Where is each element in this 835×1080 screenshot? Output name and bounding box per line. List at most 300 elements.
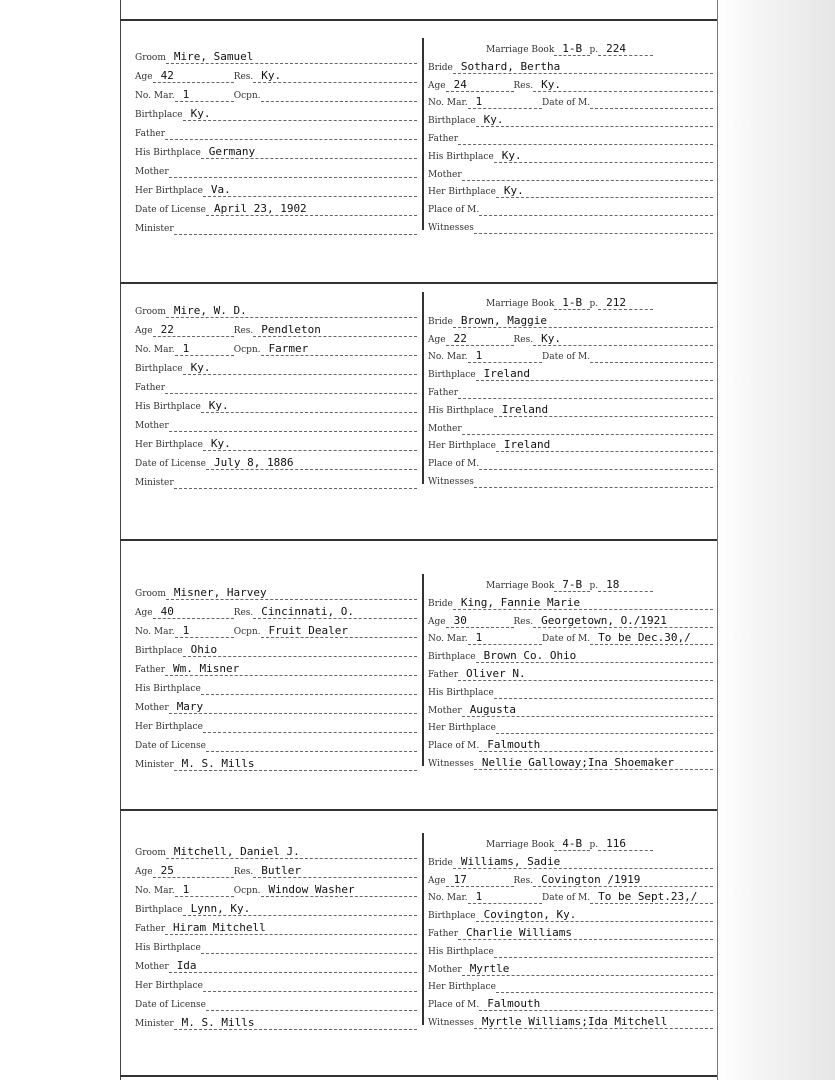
father-value: Hiram Mitchell [165, 921, 417, 935]
place-of-m-label: Place of M. [428, 205, 480, 216]
his-birthplace-field [428, 944, 713, 958]
res-value: Butler [253, 864, 417, 878]
mother-field [135, 700, 417, 714]
birthplace-label: Birthplace [135, 364, 183, 374]
page-label: p. [589, 299, 599, 309]
no-mar-value: 1 [175, 883, 234, 897]
date-of-license-label: Date of License [135, 205, 206, 215]
page-field [590, 837, 653, 851]
age-field [135, 605, 234, 619]
field-row [135, 160, 417, 178]
marriage-book-value: 7-B [554, 578, 589, 592]
mother-label: Mother [135, 703, 169, 713]
res-field [234, 864, 417, 878]
res-field [234, 323, 417, 337]
field-row [135, 601, 417, 619]
scanner-margin [717, 0, 835, 1080]
date-of-license-field [135, 738, 417, 752]
groom-label: Groom [135, 848, 166, 858]
his-birthplace-label: His Birthplace [428, 946, 494, 957]
his-birthplace-field [135, 399, 417, 413]
field-row [428, 345, 713, 363]
date-of-license-value: July 8, 1886 [206, 456, 417, 470]
field-row [428, 74, 713, 92]
father-field [135, 380, 417, 394]
marriage-book-field [486, 578, 590, 592]
age-label: Age [428, 616, 446, 627]
father-label: Father [428, 388, 459, 398]
witnesses-label: Witnesses [428, 223, 474, 233]
bride-value: Williams, Sadie [453, 855, 713, 869]
marriage-book-label: Marriage Book [486, 45, 555, 55]
witnesses-label: Witnesses [428, 759, 474, 769]
bride-label: Bride [428, 598, 453, 609]
field-row [135, 841, 417, 859]
no-mar-label: No. Mar. [428, 352, 468, 363]
field-row [135, 658, 417, 676]
his-birthplace-value: Ky. [494, 149, 713, 163]
her-birthplace-value: Ireland [496, 438, 713, 452]
father-value: Charlie Williams [458, 926, 713, 940]
res-label: Res. [233, 608, 254, 618]
no-mar-field [135, 883, 234, 897]
mother-field [428, 167, 713, 181]
birthplace-field [135, 902, 417, 916]
ocpn-label: Ocpn. [233, 886, 261, 896]
field-row [135, 753, 417, 771]
his-birthplace-field [428, 149, 713, 163]
minister-label: Minister [135, 224, 174, 234]
age-field [135, 323, 234, 337]
birthplace-label: Birthplace [428, 116, 476, 127]
date-of-m-label: Date of M. [542, 893, 591, 904]
column-divider [422, 292, 424, 484]
age-label: Age [135, 326, 153, 336]
mother-label: Mother [428, 705, 462, 716]
age-field [428, 78, 514, 92]
age-value: 22 [446, 332, 514, 346]
bride-label: Bride [428, 316, 453, 327]
field-row [486, 292, 653, 310]
mother-label: Mother [135, 421, 169, 431]
his-birthplace-label: His Birthplace [135, 402, 201, 412]
field-row [135, 734, 417, 752]
birthplace-field [428, 649, 713, 663]
res-label: Res. [513, 80, 534, 91]
witnesses-field [428, 474, 713, 488]
no-mar-label: No. Mar. [135, 91, 175, 101]
marriage-book-value: 1-B [554, 296, 589, 310]
field-row [135, 677, 417, 695]
field-row [428, 752, 713, 770]
father-value [458, 385, 713, 399]
his-birthplace-label: His Birthplace [428, 687, 494, 698]
no-mar-label: No. Mar. [428, 893, 468, 904]
card-separator [120, 19, 717, 21]
no-mar-value: 1 [175, 342, 234, 356]
place-of-m-field [428, 456, 713, 470]
field-row [135, 46, 417, 64]
groom-value: Mitchell, Daniel J. [166, 845, 417, 859]
field-row [428, 627, 713, 645]
father-field [428, 131, 713, 145]
field-row [135, 639, 417, 657]
birthplace-field [428, 113, 713, 127]
no-mar-field [135, 342, 234, 356]
mother-field [428, 703, 713, 717]
page-label: p. [589, 45, 599, 55]
his-birthplace-label: His Birthplace [135, 148, 201, 158]
place-of-m-label: Place of M. [428, 1000, 480, 1011]
field-row [428, 56, 713, 74]
witnesses-value [474, 220, 713, 234]
page-label: p. [589, 840, 599, 850]
ocpn-label: Ocpn. [233, 627, 261, 637]
field-row [135, 319, 417, 337]
field-row [428, 1011, 713, 1029]
father-field [428, 385, 713, 399]
groom-label: Groom [135, 53, 166, 63]
her-birthplace-field [428, 438, 713, 452]
res-field [514, 614, 714, 628]
mother-value: Augusta [462, 703, 713, 717]
his-birthplace-field [135, 145, 417, 159]
field-row [135, 993, 417, 1011]
witnesses-field [428, 1015, 713, 1029]
field-row [135, 860, 417, 878]
father-value [165, 380, 417, 394]
ocpn-value [261, 88, 417, 102]
date-of-license-label: Date of License [135, 1000, 206, 1010]
birthplace-value: Covington, Ky. [476, 908, 713, 922]
birthplace-value: Ky. [183, 107, 417, 121]
father-field [135, 126, 417, 140]
no-mar-value: 1 [468, 349, 542, 363]
minister-label: Minister [135, 478, 174, 488]
minister-value [174, 475, 417, 489]
res-field [514, 78, 714, 92]
field-row [486, 574, 653, 592]
res-label: Res. [513, 334, 534, 345]
date-of-m-value [590, 95, 713, 109]
place-of-m-field [428, 738, 713, 752]
her-birthplace-value [203, 978, 417, 992]
field-row [135, 917, 417, 935]
mother-field [135, 164, 417, 178]
field-row [428, 328, 713, 346]
birthplace-field [428, 908, 713, 922]
mother-value [462, 167, 713, 181]
groom-label: Groom [135, 307, 166, 317]
witnesses-value [474, 474, 713, 488]
birthplace-value: Lynn, Ky. [183, 902, 417, 916]
res-label: Res. [513, 875, 534, 886]
date-of-m-value [590, 349, 713, 363]
date-of-m-value: To be Sept.23,/ [590, 890, 713, 904]
birthplace-field [135, 107, 417, 121]
groom-field [135, 586, 417, 600]
field-row [428, 904, 713, 922]
witnesses-value: Nellie Galloway;Ina Shoemaker [474, 756, 713, 770]
field-row [135, 1012, 417, 1030]
age-field [428, 332, 514, 346]
birthplace-value: Ireland [476, 367, 713, 381]
field-row [428, 958, 713, 976]
father-value [165, 126, 417, 140]
no-mar-label: No. Mar. [135, 886, 175, 896]
date-of-m-field [542, 631, 713, 645]
field-row [135, 955, 417, 973]
father-label: Father [135, 383, 166, 393]
field-row [428, 399, 713, 417]
place-of-m-value [479, 202, 713, 216]
her-birthplace-value: Ky. [496, 184, 713, 198]
card-separator [120, 1075, 717, 1077]
mother-label: Mother [428, 423, 462, 434]
field-row [486, 38, 653, 56]
minister-label: Minister [135, 760, 174, 770]
field-row [428, 645, 713, 663]
page-field [590, 296, 653, 310]
groom-field [135, 50, 417, 64]
minister-field [135, 475, 417, 489]
field-row [135, 974, 417, 992]
field-row [428, 163, 713, 181]
witnesses-field [428, 756, 713, 770]
mother-value: Mary [169, 700, 417, 714]
field-row [135, 376, 417, 394]
mother-label: Mother [135, 167, 169, 177]
place-of-m-value: Falmouth [479, 997, 713, 1011]
date-of-m-field [542, 95, 713, 109]
marriage-book-value: 1-B [554, 42, 589, 56]
res-value: Covington /1919 [533, 873, 713, 887]
field-row [135, 620, 417, 638]
her-birthplace-label: Her Birthplace [135, 440, 203, 450]
date-of-license-field [135, 456, 417, 470]
field-row [135, 198, 417, 216]
bride-value: Sothard, Bertha [453, 60, 713, 74]
res-value: Ky. [533, 78, 713, 92]
ocpn-field [234, 342, 417, 356]
age-field [135, 864, 234, 878]
father-field [428, 926, 713, 940]
groom-field [135, 845, 417, 859]
her-birthplace-label: Her Birthplace [135, 981, 203, 991]
father-value: Wm. Misner [165, 662, 417, 676]
age-value: 40 [153, 605, 234, 619]
age-field [135, 69, 234, 83]
mother-label: Mother [428, 169, 462, 180]
his-birthplace-value [494, 944, 713, 958]
age-label: Age [135, 608, 153, 618]
ocpn-label: Ocpn. [233, 345, 261, 355]
page-field [590, 578, 653, 592]
date-of-m-label: Date of M. [542, 352, 591, 363]
bride-field [428, 855, 713, 869]
res-label: Res. [233, 867, 254, 877]
age-value: 42 [153, 69, 234, 83]
her-birthplace-label: Her Birthplace [428, 441, 496, 452]
marriage-book-label: Marriage Book [486, 581, 555, 591]
res-label: Res. [513, 616, 534, 627]
her-birthplace-field [135, 719, 417, 733]
mother-field [428, 962, 713, 976]
minister-field [135, 1016, 417, 1030]
field-row [135, 696, 417, 714]
field-row [428, 869, 713, 887]
date-of-license-label: Date of License [135, 741, 206, 751]
field-row [428, 940, 713, 958]
marriage-book-label: Marriage Book [486, 840, 555, 850]
bride-label: Bride [428, 62, 453, 73]
field-row [135, 898, 417, 916]
no-mar-field [428, 349, 542, 363]
field-row [428, 922, 713, 940]
age-value: 25 [153, 864, 234, 878]
age-label: Age [428, 875, 446, 886]
date-of-license-value: April 23, 1902 [206, 202, 417, 216]
no-mar-label: No. Mar. [428, 98, 468, 109]
birthplace-value: Ohio [183, 643, 417, 657]
age-value: 17 [446, 873, 514, 887]
res-label: Res. [233, 72, 254, 82]
father-field [428, 667, 713, 681]
mother-value [169, 164, 417, 178]
res-value: Ky. [253, 69, 417, 83]
mother-field [428, 421, 713, 435]
date-of-license-value [206, 738, 417, 752]
date-of-m-value: To be Dec.30,/ [590, 631, 713, 645]
date-of-m-label: Date of M. [542, 634, 591, 645]
his-birthplace-value: Ky. [201, 399, 417, 413]
her-birthplace-field [428, 979, 713, 993]
father-value [458, 131, 713, 145]
field-row [428, 851, 713, 869]
her-birthplace-value [496, 979, 713, 993]
birthplace-label: Birthplace [428, 370, 476, 381]
date-of-license-field [135, 202, 417, 216]
her-birthplace-field [428, 184, 713, 198]
field-row [428, 91, 713, 109]
her-birthplace-field [135, 437, 417, 451]
his-birthplace-field [135, 940, 417, 954]
mother-field [135, 418, 417, 432]
no-mar-value: 1 [468, 890, 542, 904]
date-of-m-field [542, 890, 713, 904]
field-row [428, 592, 713, 610]
field-row [135, 84, 417, 102]
field-row [135, 452, 417, 470]
marriage-book-value: 4-B [554, 837, 589, 851]
page-value: 212 [598, 296, 653, 310]
field-row [135, 65, 417, 83]
no-mar-field [135, 624, 234, 638]
res-field [514, 873, 714, 887]
her-birthplace-value [203, 719, 417, 733]
field-row [428, 198, 713, 216]
groom-value: Mire, W. D. [166, 304, 417, 318]
field-row [135, 179, 417, 197]
his-birthplace-value [201, 681, 417, 695]
father-label: Father [428, 134, 459, 144]
no-mar-field [428, 95, 542, 109]
field-row [428, 663, 713, 681]
birthplace-value: Ky. [476, 113, 713, 127]
groom-field [135, 304, 417, 318]
marriage-book-field [486, 42, 590, 56]
field-row [428, 681, 713, 699]
field-row [135, 338, 417, 356]
minister-field [135, 757, 417, 771]
father-value: Oliver N. [458, 667, 713, 681]
age-value: 22 [153, 323, 234, 337]
her-birthplace-field [135, 978, 417, 992]
place-of-m-value [479, 456, 713, 470]
field-row [428, 417, 713, 435]
mother-value [462, 421, 713, 435]
groom-value: Misner, Harvey [166, 586, 417, 600]
field-row [428, 381, 713, 399]
field-row [428, 452, 713, 470]
birthplace-label: Birthplace [135, 905, 183, 915]
field-row [428, 886, 713, 904]
field-row [135, 433, 417, 451]
no-mar-label: No. Mar. [135, 345, 175, 355]
date-of-license-field [135, 997, 417, 1011]
field-row [135, 300, 417, 318]
field-row [428, 310, 713, 328]
res-value: Cincinnati, O. [253, 605, 417, 619]
his-birthplace-value [201, 940, 417, 954]
place-of-m-label: Place of M. [428, 459, 480, 470]
ocpn-value: Fruit Dealer [261, 624, 417, 638]
her-birthplace-label: Her Birthplace [428, 723, 496, 734]
birthplace-label: Birthplace [428, 652, 476, 663]
father-label: Father [135, 924, 166, 934]
bride-field [428, 314, 713, 328]
res-label: Res. [233, 326, 254, 336]
no-mar-value: 1 [175, 88, 234, 102]
groom-label: Groom [135, 589, 166, 599]
his-birthplace-value: Ireland [494, 403, 713, 417]
her-birthplace-label: Her Birthplace [428, 982, 496, 993]
res-value: Georgetown, O./1921 [533, 614, 713, 628]
field-row [135, 879, 417, 897]
mother-value: Ida [169, 959, 417, 973]
minister-value [174, 221, 417, 235]
column-divider [422, 833, 424, 1025]
her-birthplace-value: Va. [203, 183, 417, 197]
marriage-book-field [486, 296, 590, 310]
place-of-m-label: Place of M. [428, 741, 480, 752]
her-birthplace-field [428, 720, 713, 734]
his-birthplace-label: His Birthplace [135, 684, 201, 694]
ocpn-field [234, 883, 417, 897]
father-field [135, 921, 417, 935]
birthplace-value: Ky. [183, 361, 417, 375]
res-field [514, 332, 714, 346]
card-separator [120, 282, 717, 284]
bride-field [428, 596, 713, 610]
field-row [135, 395, 417, 413]
field-row [135, 414, 417, 432]
place-of-m-value: Falmouth [479, 738, 713, 752]
res-field [234, 69, 417, 83]
mother-field [135, 959, 417, 973]
field-row [135, 936, 417, 954]
field-row [428, 993, 713, 1011]
